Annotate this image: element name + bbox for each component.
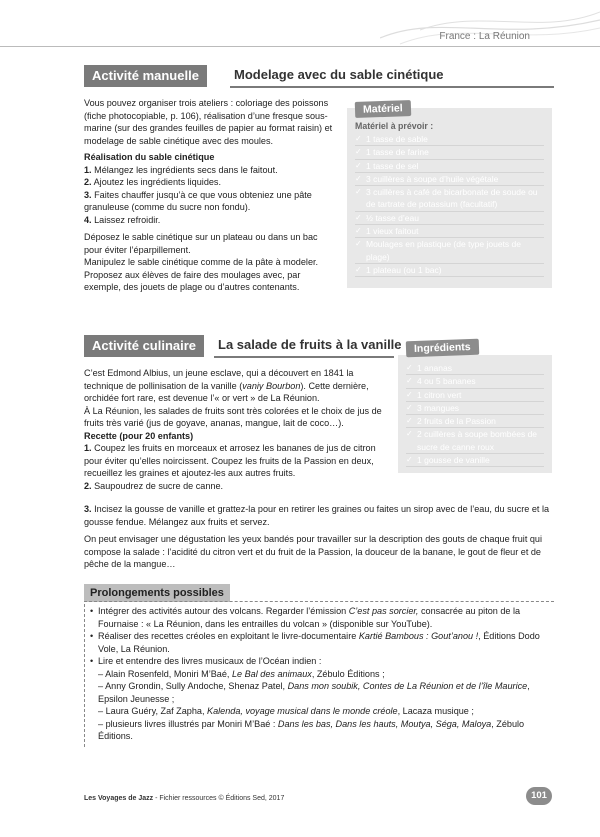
list-item: ✓ 2 fruits de la Passion xyxy=(406,415,544,428)
prolongements-side-rule xyxy=(84,604,86,747)
list-item: ✓ ½ tasse d’eau xyxy=(355,212,544,225)
materiel-list xyxy=(355,133,544,277)
section2-step: 3. Incisez la gousse de vanille et grattez-la pour en retirer les graines ou faites un sirop avec de l’eau, du sucre et la gousse fendue. Mélangez aux fruits et servez. xyxy=(84,504,550,527)
section1-step: 1. Mélangez les ingrédients secs dans le faitout. xyxy=(84,164,278,175)
section2-outro: On peut envisager une dégustation les yeux bandés pour travailler sur la description des gouts de chaque fruit qui compose la salade : l’acidité du citron vert et du fruit de la Passion, la douceur de la banane, le gout de fleur et de pêche de la mangue… xyxy=(84,534,543,569)
header-rule xyxy=(0,46,600,47)
section2-underline xyxy=(214,356,394,358)
section1-body xyxy=(84,97,336,294)
section2-heading xyxy=(84,335,404,357)
page-number: 101 xyxy=(526,787,552,805)
header-context: France : La Réunion xyxy=(439,31,530,42)
list-item: ✓ 3 cuillères à café de bicarbonate de soude ou de tartrate de potassium (facultatif) xyxy=(355,186,544,212)
section2-body-bottom xyxy=(84,503,554,571)
materiel-tag: Matériel xyxy=(355,100,411,118)
list-item: ✓ 3 mangues xyxy=(406,402,544,415)
list-item: ✓ 1 citron vert xyxy=(406,389,544,402)
footer-credit: Les Voyages de Jazz - Fichier ressources © Éditions Sed, 2017 xyxy=(84,795,285,802)
section1-subheading: Réalisation du sable cinétique xyxy=(84,152,215,162)
list-item: ✓ 1 vieux faitout xyxy=(355,225,544,238)
list-item: ✓ 1 tasse de sel xyxy=(355,160,544,173)
section2-step: 2. Saupoudrez de sucre de canne. xyxy=(84,480,224,491)
materiel-box xyxy=(347,108,552,288)
list-item: ✓ 1 tasse de sable xyxy=(355,133,544,146)
list-item: ✓ 4 ou 5 bananes xyxy=(406,375,544,388)
list-item: ✓ 2 cuillères à soupe bombées de sucre de canne roux xyxy=(406,428,544,454)
section1-para2: Déposez le sable cinétique sur un plateau ou dans un bac pour éviter l’éparpillement. xyxy=(84,232,318,255)
prolongements-tag: Prolongements possibles xyxy=(84,584,230,602)
prolongements-rule xyxy=(84,601,554,603)
list-item: ✓ 1 ananas xyxy=(406,362,544,375)
prolongement-bullet: • Intégrer des activités autour des volcans. Regarder l’émission C’est pas sorcier, consacrée au piton de la Fournaise : « La Réunion, dans les entrailles du volcan » (disponible sur YouTube). xyxy=(90,605,554,630)
book-entry: – plusieurs livres illustrés par Moniri M’Baé : Dans les bas, Dans les hauts, Moutya, Séga, Maloya, Zébulo Éditions. xyxy=(98,718,525,741)
section2-para2: À La Réunion, les salades de fruits sont très colorées et le choix de jus de fruits très varié (jus de goyave, ananas, mangue, lait de coco…). xyxy=(84,405,382,428)
list-item: ✓ 1 plateau (ou 1 bac) xyxy=(355,264,544,277)
prolongement-bullet: • Réaliser des recettes créoles en exploitant le livre-documentaire Kartié Bambous : Gout’anou !, Éditions Dodo Vole, La Réunion. xyxy=(90,630,554,655)
list-item: ✓ Moulages en plastique (de type jouets de plage) xyxy=(355,238,544,264)
section2-title: La salade de fruits à la vanille xyxy=(218,337,402,352)
prolongement-bullet: • Lire et entendre des livres musicaux de l’Océan indien : xyxy=(90,655,554,668)
ingredients-tag: Ingrédients xyxy=(406,339,479,358)
section1-step: 2. Ajoutez les ingrédients liquides. xyxy=(84,177,222,187)
section1-para3: Manipulez le sable cinétique comme de la pâte à modeler. Proposez aux élèves de faire des moulages avec, par exemple, des jouets de plage ou d’autres contenants. xyxy=(84,257,319,292)
section2-intro: C’est Edmond Albius, un jeune esclave, qui a découvert en 1841 la technique de pollinisation de la vanille (vaniy Bourbon). Cette dernière, orchidée fort rare, est devenue l’« or vert » de La Réunion. xyxy=(84,368,369,403)
book-entry: – Laura Guéry, Zaf Zapha, Kalenda, voyage musical dans le monde créole, Lacaza musique ; xyxy=(98,706,474,716)
decorative-swirl xyxy=(380,8,600,48)
section1-step: 4. Laissez refroidir. xyxy=(84,214,161,225)
section2-body-top xyxy=(84,367,389,492)
section1-tag: Activité manuelle xyxy=(84,65,207,87)
book-entry: – Alain Rosenfeld, Moniri M’Baé, Le Bal des animaux, Zébulo Éditions ; xyxy=(98,668,385,679)
section1-heading xyxy=(84,65,554,87)
book-entry: – Anny Grondin, Sully Andoche, Shenaz Patel, Dans mon soubik, Contes de La Réunion et de l’île Maurice, Epsilon Jeunesse ; xyxy=(98,681,530,704)
section1-intro: Vous pouvez organiser trois ateliers : coloriage des poissons (fiche photocopiable, p. 106), réalisation d’une fresque sous-marine (sur des grandes feuilles de papier au format raisin) et modelage de sable cinétique avec des moules. xyxy=(84,98,333,146)
list-item: ✓ 1 gousse de vanille xyxy=(406,454,544,467)
materiel-subheading: Matériel à prévoir : xyxy=(355,121,434,131)
section1-underline xyxy=(230,86,554,88)
prolongements-body xyxy=(90,605,554,743)
list-item: ✓ 3 cuillères à soupe d’huile végétale xyxy=(355,173,544,186)
ingredients-box xyxy=(398,355,552,473)
section2-step: 1. Coupez les fruits en morceaux et arrosez les bananes de jus de citron pour éviter qu’elles noircissent. Coupez les fruits de la Passion en deux, recueillez les graines et ajoutez-les aux autres fruits. xyxy=(84,443,376,478)
section1-step: 3. Faites chauffer jusqu’à ce que vous obteniez une pâte granuleuse (comme du sucre non fondu). xyxy=(84,189,312,212)
section2-tag: Activité culinaire xyxy=(84,335,204,357)
section1-title: Modelage avec du sable cinétique xyxy=(234,67,444,82)
ingredients-list xyxy=(406,362,544,467)
section2-subheading: Recette (pour 20 enfants) xyxy=(84,430,194,441)
list-item: ✓ 1 tasse de farine xyxy=(355,146,544,159)
